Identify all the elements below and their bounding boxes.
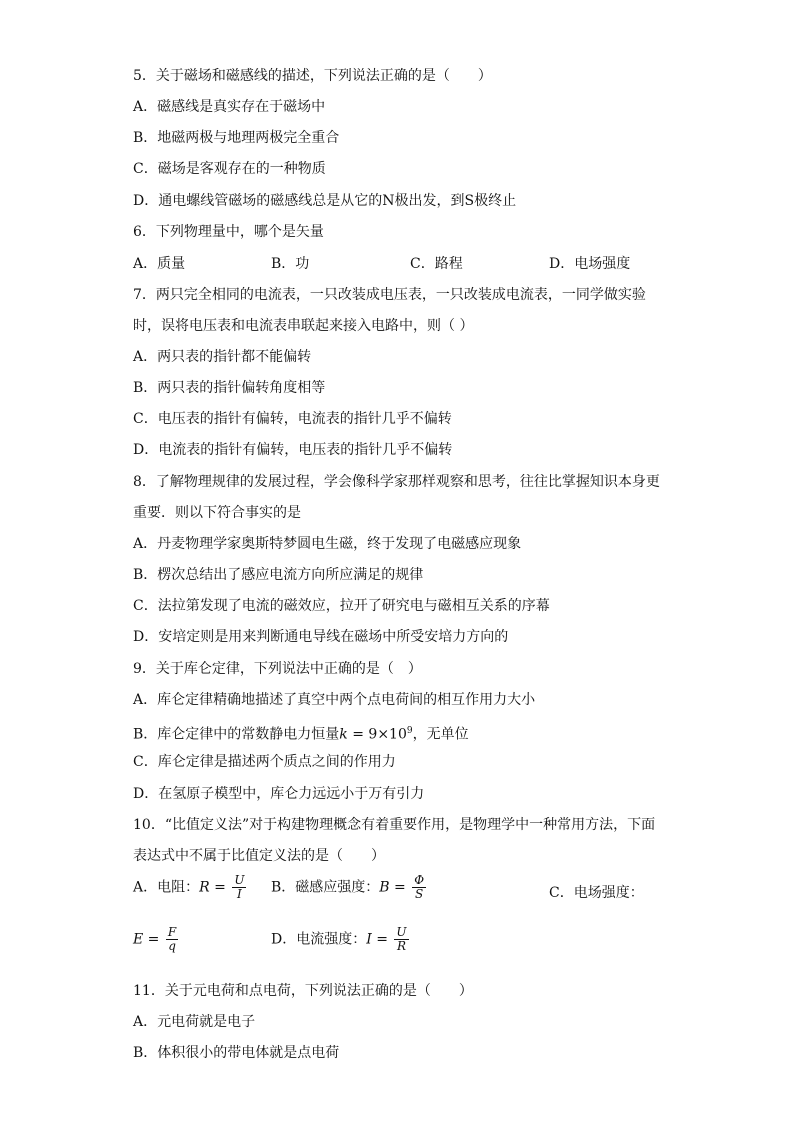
- magnetic-induction-symbol: B: [379, 879, 390, 896]
- equals-sign: =: [143, 931, 164, 948]
- q6-stem: 6．下列物理量中，哪个是矢量: [133, 224, 324, 240]
- resistance-fraction: [232, 874, 246, 901]
- q5-option-c: C．磁场是客观存在的一种物质: [133, 161, 326, 177]
- coulomb-constant-exponent: 9: [406, 726, 413, 736]
- q7-stem-line1: 7．两只完全相同的电流表，一只改装成电压表，一只改装成电流表，一同学做实验: [133, 287, 646, 303]
- q11-stem: 11．关于元电荷和点电荷，下列说法正确的是（ ）: [133, 983, 473, 999]
- q5-option-a: A．磁感线是真实存在于磁场中: [133, 99, 326, 115]
- q9-option-b-text: B．库仑定律中的常数静电力恒量: [133, 726, 340, 743]
- fraction-denominator: I: [237, 887, 242, 901]
- q9-option-a: A．库仑定律精确地描述了真空中两个点电荷间的相互作用力大小: [133, 692, 536, 708]
- q9-option-b-tail: ，无单位: [412, 726, 469, 743]
- q10-option-a-label: A．电阻：: [133, 879, 200, 896]
- q10-stem-line2: 表达式中不属于比值定义法的是（ ）: [133, 848, 385, 864]
- current-symbol: I: [366, 931, 372, 948]
- magnetic-induction-fraction: [412, 874, 426, 901]
- equals-sign: =: [371, 931, 393, 948]
- fraction-denominator: S: [415, 887, 424, 901]
- q10-option-b: [271, 874, 428, 901]
- q10-option-b-label: B．磁感应强度：: [271, 879, 380, 896]
- q6-option-c: C．路程: [410, 256, 463, 272]
- q10-option-c-formula: [133, 926, 180, 953]
- q5-option-b: B．地磁两极与地理两极完全重合: [133, 130, 340, 146]
- q10-option-d-label: D．电流强度：: [271, 931, 367, 948]
- q10-option-c-label: C．电场强度：: [549, 885, 644, 901]
- q6-option-d: D．电场强度: [549, 256, 631, 272]
- q7-option-b: B．两只表的指针偏转角度相等: [133, 380, 326, 396]
- q7-option-a: A．两只表的指针都不能偏转: [133, 349, 312, 365]
- q8-option-a: A．丹麦物理学家奥斯特梦圆电生磁，终于发现了电磁感应现象: [133, 536, 522, 552]
- resistance-symbol: R: [199, 879, 210, 896]
- q7-option-d: D．电流表的指针有偏转，电压表的指针几乎不偏转: [133, 442, 453, 458]
- q8-stem-line1: 8．了解物理规律的发展过程，学会像科学家那样观察和思考，往往比掌握知识本身更: [133, 474, 660, 490]
- coulomb-constant-value: = 9×10: [347, 726, 407, 743]
- q11-option-a: A．元电荷就是电子: [133, 1014, 256, 1030]
- q6-option-a: A．质量: [133, 256, 186, 272]
- q8-option-c: C．法拉第发现了电流的磁效应，拉开了研究电与磁相互关系的序幕: [133, 598, 550, 614]
- fraction-numerator: U: [396, 925, 407, 939]
- q7-option-c: C．电压表的指针有偏转，电流表的指针几乎不偏转: [133, 411, 452, 427]
- q5-option-d: D．通电螺线管磁场的磁感线总是从它的N极出发，到S极终止: [133, 193, 517, 209]
- fraction-numerator: Φ: [414, 873, 425, 887]
- q10-option-a: [133, 874, 248, 901]
- q5-stem: 5．关于磁场和磁感线的描述，下列说法正确的是（ ）: [133, 68, 492, 84]
- equals-sign: =: [389, 879, 411, 896]
- fraction-numerator: U: [234, 873, 245, 887]
- q10-stem-line1: 10．“比值定义法”对于构建物理概念有着重要作用，是物理学中一种常用方法，下面: [133, 817, 656, 833]
- equals-sign: =: [209, 879, 231, 896]
- q10-option-d: [271, 926, 411, 953]
- q8-option-b: B．楞次总结出了感应电流方向所应满足的规律: [133, 567, 424, 583]
- electric-field-fraction: [166, 926, 178, 953]
- q8-option-d: D．安培定则是用来判断通电导线在磁场中所受安培力方向的: [133, 629, 509, 645]
- electric-field-symbol: E: [133, 931, 144, 948]
- q6-option-b: B．功: [271, 256, 310, 272]
- q7-stem-line2: 时，误将电压表和电流表串联起来接入电路中，则（ ）: [133, 318, 474, 334]
- q11-option-b: B．体积很小的带电体就是点电荷: [133, 1045, 340, 1061]
- q9-option-c: C．库仑定律是描述两个质点之间的作用力: [133, 754, 396, 770]
- q9-stem: 9．关于库仑定律，下列说法中正确的是（ ）: [133, 661, 422, 677]
- fraction-denominator: q: [168, 939, 176, 953]
- q9-option-b: [133, 722, 469, 744]
- q8-stem-line2: 重要．则以下符合事实的是: [133, 505, 301, 521]
- coulomb-constant-symbol: k: [339, 726, 348, 743]
- current-fraction: [394, 926, 408, 953]
- q9-option-d: D．在氢原子模型中，库仑力远远小于万有引力: [133, 786, 425, 802]
- fraction-denominator: R: [396, 939, 406, 953]
- fraction-numerator: F: [167, 925, 177, 939]
